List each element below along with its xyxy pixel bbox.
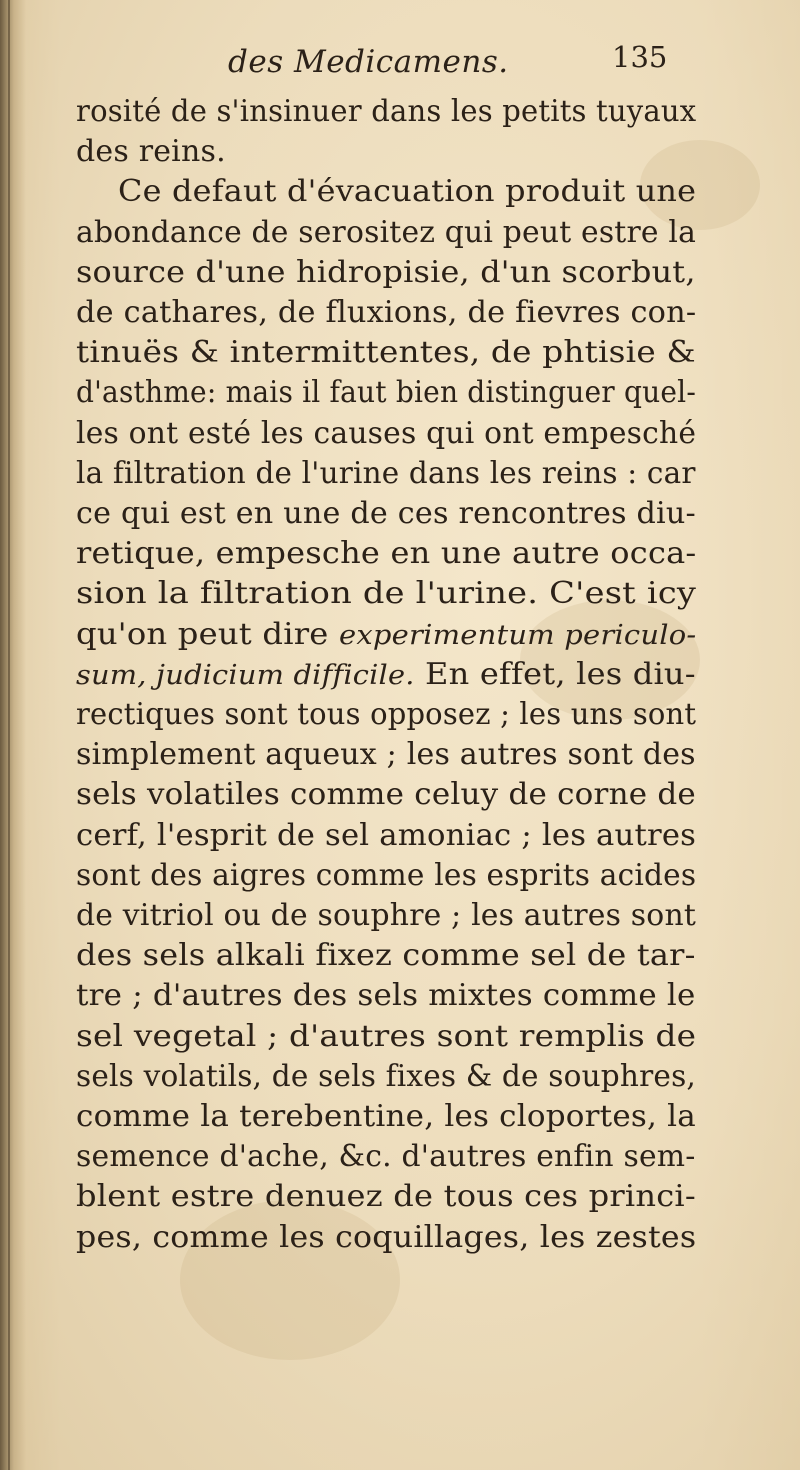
italic-text-segment: sum, judicium difficile. xyxy=(76,659,415,691)
text-segment: tinuës & intermittentes, de phtisie & xyxy=(76,335,696,371)
page-number: 135 xyxy=(612,40,668,74)
text-segment: sont des aigres comme les esprits acides xyxy=(76,857,697,893)
text-segment: source d'une hidropisie, d'un scorbut, xyxy=(76,254,696,290)
gutter-shadow-line xyxy=(8,0,10,1470)
text-segment: ce qui est en une de ces rencontres diu- xyxy=(76,496,696,531)
text-segment: simplement aqueux ; les autres sont des xyxy=(76,737,696,773)
text-segment: rosité de s'insinuer dans les petits tuyaux xyxy=(76,94,697,129)
text-segment: comme la terebentine, les cloportes, la xyxy=(76,1099,696,1134)
text-segment: rectiques sont tous opposez ; les uns sont xyxy=(76,697,697,732)
text-segment: semence d'ache, &c. d'autres enfin sem- xyxy=(76,1139,696,1175)
italic-text-segment: experimentum periculo- xyxy=(339,619,697,651)
text-segment: blent estre denuez de tous ces princi- xyxy=(76,1179,696,1215)
text-segment: pes, comme les coquillages, les zestes xyxy=(76,1219,697,1255)
binding-gutter xyxy=(0,0,26,1470)
text-segment: sel vegetal ; d'autres sont remplis de xyxy=(76,1018,697,1054)
text-segment: abondance de serositez qui peut estre la xyxy=(76,214,697,250)
text-segment: tre ; d'autres des sels mixtes comme le xyxy=(76,978,696,1014)
text-segment: sels volatiles comme celuy de corne de xyxy=(76,777,696,813)
page-header xyxy=(0,32,800,82)
text-segment: sels volatils, de sels fixes & de souphres, xyxy=(76,1058,697,1094)
text-segment: retique, empesche en une autre occa- xyxy=(76,536,697,572)
text-segment: de cathares, de fluxions, de fievres con- xyxy=(76,295,697,330)
text-segment: des sels alkali fixez comme sel de tar- xyxy=(76,938,696,974)
text-segment: Ce defaut d'évacuation produit une xyxy=(118,174,697,210)
text-segment: d'asthme: mais il faut bien distinguer quel- xyxy=(76,375,696,411)
text-segment: qu'on peut dire xyxy=(76,616,340,652)
text-line xyxy=(76,1214,696,1262)
running-head: des Medicamens. xyxy=(228,44,509,80)
text-segment: sion la filtration de l'urine. C'est icy xyxy=(76,576,697,612)
text-segment: des reins. xyxy=(76,134,226,170)
text-segment: la filtration de l'urine dans les reins : car xyxy=(76,455,696,491)
text-segment: les ont esté les causes qui ont empesché xyxy=(76,415,697,451)
text-segment: En effet, les diu- xyxy=(414,656,696,692)
text-segment: cerf, l'esprit de sel amoniac ; les autres xyxy=(76,817,697,853)
text-segment: de vitriol ou de souphre ; les autres sont xyxy=(76,898,697,933)
